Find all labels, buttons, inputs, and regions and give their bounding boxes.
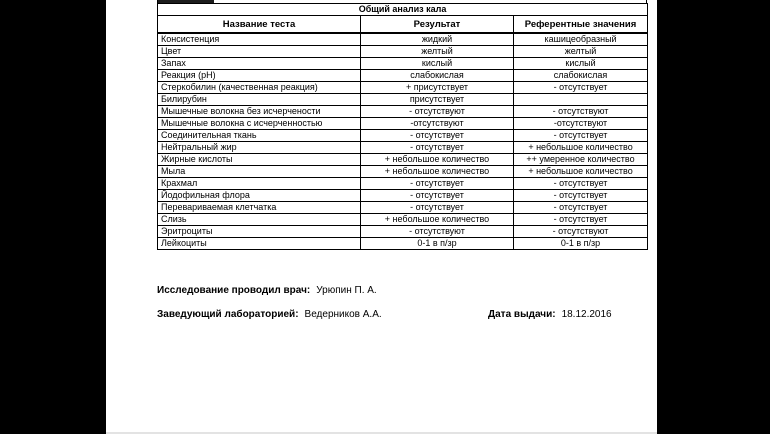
column-header-reference: Референтные значения [514,16,648,34]
reference-cell: слабокислая [514,70,648,82]
reference-cell: 0-1 в п/зр [514,238,648,250]
document-page [106,0,657,434]
result-cell: - отсутствует [361,130,514,142]
table-row [158,46,648,58]
test-name-cell: Запах [158,58,361,70]
reference-cell: кислый [514,58,648,70]
test-name-cell: Консистенция [158,33,361,46]
reference-cell: -отсутствуют [514,118,648,130]
doctor-line [157,285,377,296]
result-cell: - отсутствует [361,142,514,154]
table-row [158,82,648,94]
result-cell: слабокислая [361,70,514,82]
reference-cell: - отсутствуют [514,106,648,118]
result-cell: желтый [361,46,514,58]
test-name-cell: Лейкоциты [158,238,361,250]
test-name-cell: Билирубин [158,94,361,106]
table-row [158,202,648,214]
test-name-cell: Цвет [158,46,361,58]
table-title-row [158,4,648,16]
test-name-cell: Стеркобилин (качественная реакция) [158,82,361,94]
doctor-name: Урюпин П. А. [316,285,377,296]
reference-cell: кашицеобразный [514,33,648,46]
table-row [158,178,648,190]
result-cell: + присутствует [361,82,514,94]
result-cell: + небольшое количество [361,154,514,166]
lab-head-line [157,309,382,320]
table-row [158,214,648,226]
result-cell: - отсутствует [361,190,514,202]
table-row [158,94,648,106]
result-cell: жидкий [361,33,514,46]
test-name-cell: Жирные кислоты [158,154,361,166]
result-cell: - отсутствует [361,202,514,214]
table-row [158,33,648,46]
reference-cell: - отсутствует [514,190,648,202]
table-row [158,166,648,178]
table-row [158,58,648,70]
lab-results-table [157,3,648,250]
reference-cell: + небольшое количество [514,142,648,154]
table-row [158,130,648,142]
test-name-cell: Соединительная ткань [158,130,361,142]
test-name-cell: Мыла [158,166,361,178]
test-name-cell: Мышечные волокна без исчерчености [158,106,361,118]
result-cell: - отсутствуют [361,106,514,118]
issue-date-value: 18.12.2016 [561,309,612,320]
reference-cell: - отсутствуют [514,226,648,238]
result-cell: - отсутствует [361,178,514,190]
doctor-label: Исследование проводил врач: [157,285,311,296]
test-name-cell: Мышечные волокна с исчерченностью [158,118,361,130]
column-header-result: Результат [361,16,514,34]
reference-cell: - отсутствует [514,82,648,94]
result-cell: 0-1 в п/зр [361,238,514,250]
test-name-cell: Слизь [158,214,361,226]
table-row [158,238,648,250]
table-row [158,118,648,130]
test-name-cell: Крахмал [158,178,361,190]
lab-head-label: Заведующий лабораторией: [157,309,299,320]
result-cell: кислый [361,58,514,70]
result-cell: - отсутствуют [361,226,514,238]
table-row [158,154,648,166]
reference-cell [514,94,648,106]
report-title: Общий анализ кала [158,4,648,16]
table-row [158,70,648,82]
table-row [158,190,648,202]
reference-cell: - отсутствует [514,178,648,190]
table-row [158,142,648,154]
reference-cell: желтый [514,46,648,58]
table-header-row [158,16,648,34]
test-name-cell: Йодофильная флора [158,190,361,202]
reference-cell: ++ умеренное количество [514,154,648,166]
test-name-cell: Реакция (pH) [158,70,361,82]
result-cell: присутствует [361,94,514,106]
reference-cell: + небольшое количество [514,166,648,178]
results-tbody [158,33,648,250]
table-row [158,106,648,118]
result-cell: + небольшое количество [361,214,514,226]
table-row [158,226,648,238]
test-name-cell: Эритроциты [158,226,361,238]
test-name-cell: Перевариваемая клетчатка [158,202,361,214]
issue-date-line [488,309,612,320]
reference-cell: - отсутствует [514,202,648,214]
lab-head-name: Ведерников А.А. [304,309,382,320]
column-header-test-name: Название теста [158,16,361,34]
result-cell: -отсутствуют [361,118,514,130]
issue-date-label: Дата выдачи: [488,309,556,320]
reference-cell: - отсутствует [514,130,648,142]
result-cell: + небольшое количество [361,166,514,178]
test-name-cell: Нейтральный жир [158,142,361,154]
reference-cell: - отсутствует [514,214,648,226]
